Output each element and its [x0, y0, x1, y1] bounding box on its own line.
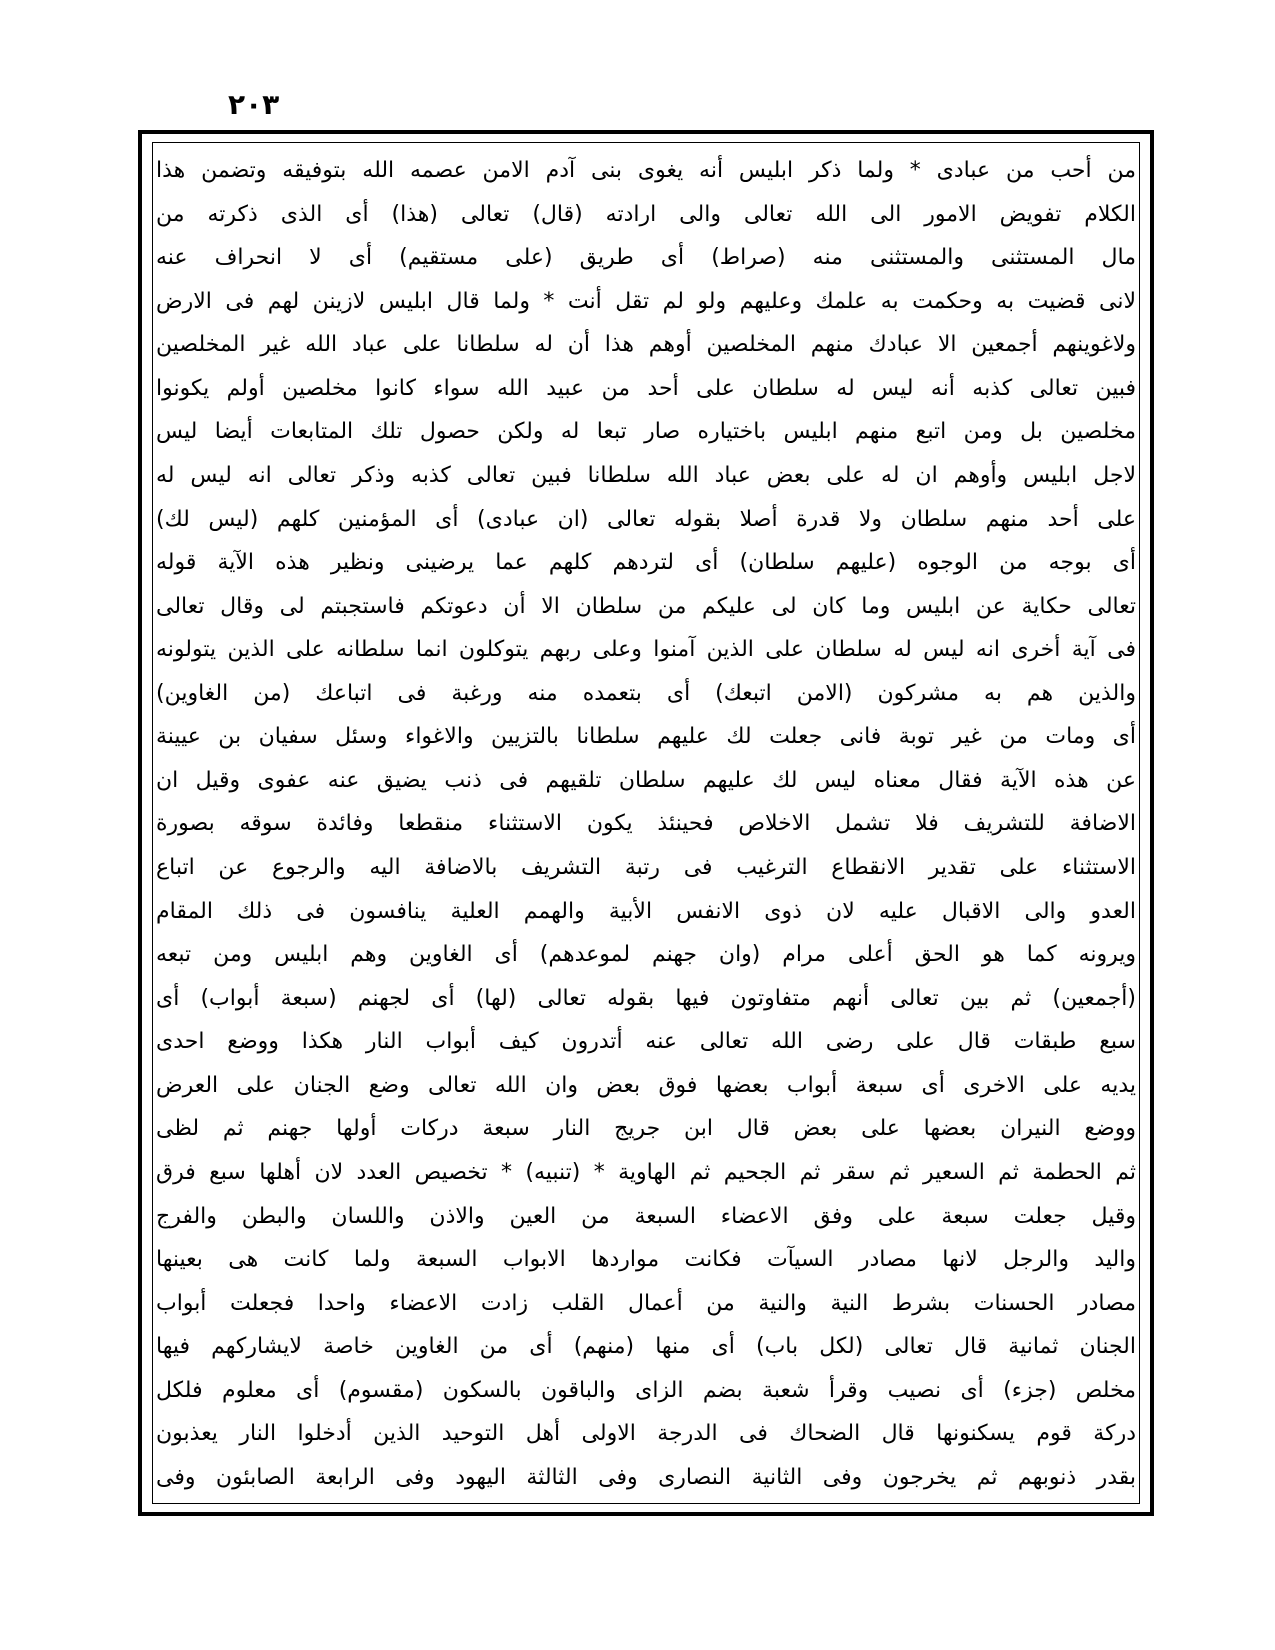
text-line: لانى قضيت به وحكمت به علمك وعليهم ولو لم تقل أنت * ولما قال ابليس لازينن لهم فى الارض — [156, 288, 1136, 314]
text-line: أى ومات من غير توبة فانى جعلت لك عليهم سلطانا بالتزيين والاغواء وسئل سفيان بن عيينة — [156, 724, 1136, 750]
text-line: وقيل جعلت سبعة على وفق الاعضاء السبعة من العين والاذن واللسان والبطن والفرج — [156, 1203, 1136, 1229]
text-line: بقدر ذنوبهم ثم يخرجون وفى الثانية النصارى وفى الثالثة اليهود وفى الرابعة الصابئون وفى — [156, 1464, 1136, 1490]
text-line: مخلص (جزء) أى نصيب وقرأ شعبة بضم الزاى والباقون بالسكون (مقسوم) أى معلوم فلكل — [156, 1377, 1136, 1403]
text-line: والذين هم به مشركون (الامن اتبعك) أى بتعمده منه ورغبة فى اتباعك (من الغاوين) — [156, 680, 1136, 706]
text-line: مال المستثنى والمستثنى منه (صراط) أى طريق (على مستقيم) أى لا انحراف عنه — [156, 245, 1136, 271]
text-line: ويرونه كما هو الحق أعلى مرام (وان جهنم لموعدهم) أى الغاوين وهم ابليس ومن تبعه — [156, 942, 1136, 968]
text-line: (أجمعين) ثم بين تعالى أنهم متفاوتون فيها بقوله تعالى (لها) أى لجهنم (سبعة أبواب) أى — [156, 985, 1136, 1011]
text-line: أى بوجه من الوجوه (عليهم سلطان) أى لتردهم كلهم عما يرضينى ونظير هذه الآية قوله — [156, 550, 1136, 576]
text-block — [156, 150, 1136, 1498]
text-line: لاجل ابليس وأوهم ان له على بعض عباد الله سلطانا فبين تعالى كذبه وذكر تعالى انه ليس له — [156, 462, 1136, 488]
text-line: مخلصين بل ومن اتبع منهم ابليس باختياره صار تبعا له ولكن حصول تلك المتابعات أيضا ليس — [156, 419, 1136, 445]
text-line: من أحب من عبادى * ولما ذكر ابليس أنه يغوى بنى آدم الامن عصمه الله بتوفيقه وتضمن هذا — [156, 158, 1136, 183]
page-number: ٢٠٣ — [228, 88, 280, 121]
text-line: الكلام تفويض الامور الى الله تعالى والى ارادته (قال) تعالى (هذا) أى الذى ذكرته من — [156, 201, 1136, 227]
text-line: دركة قوم يسكنونها قال الضحاك فى الدرجة الاولى أهل التوحيد الذين أدخلوا النار يعذبون — [156, 1421, 1136, 1447]
text-line: سبع طبقات قال على رضى الله تعالى عنه أتدرون كيف أبواب النار هكذا ووضع احدى — [156, 1029, 1136, 1055]
text-line: فى آية أخرى انه ليس له سلطان على الذين آمنوا وعلى ربهم يتوكلون انما سلطانه على الذين يتولونه — [156, 637, 1136, 663]
text-line: واليد والرجل لانها مصادر السيآت فكانت مواردها الابواب السبعة ولما كانت هى بعينها — [156, 1247, 1136, 1273]
text-line: ولاغوينهم أجمعين الا عبادك منهم المخلصين أوهم هذا أن له سلطانا على عباد الله غير المخلصين — [156, 332, 1136, 358]
text-line: الاستثناء على تقدير الانقطاع الترغيب فى رتبة التشريف بالاضافة اليه والرجوع عن اتباع — [156, 855, 1136, 880]
text-line: مصادر الحسنات بشرط النية والنية من أعمال القلب زادت الاعضاء واحدا فجعلت أبواب — [156, 1290, 1136, 1316]
text-line: العدو والى الاقبال عليه لان ذوى الانفس الأبية والهمم العلية ينافسون فى ذلك المقام — [156, 898, 1136, 924]
text-line: عن هذه الآية فقال معناه ليس لك عليهم سلطان تلقيهم فى ذنب يضيق عنه عفوى وقيل ان — [156, 767, 1136, 793]
text-line: على أحد منهم سلطان ولا قدرة أصلا بقوله تعالى (ان عبادى) أى المؤمنين كلهم (ليس لك) — [156, 506, 1136, 532]
text-line: يديه على الاخرى أى سبعة أبواب بعضها فوق بعض وان الله تعالى وضع الجنان على العرض — [156, 1072, 1136, 1098]
text-line: فبين تعالى كذبه أنه ليس له سلطان على أحد من عبيد الله سواء كانوا مخلصين أولم يكونوا — [156, 375, 1136, 401]
text-line: ووضع النيران بعضها على بعض قال ابن جريج النار سبعة دركات أولها جهنم ثم لظى — [156, 1116, 1136, 1142]
text-line: الجنان ثمانية قال تعالى (لكل باب) أى منها (منهم) أى من الغاوين خاصة لايشاركهم فيها — [156, 1334, 1136, 1360]
text-line: الاضافة للتشريف فلا تشمل الاخلاص فحينئذ يكون الاستثناء منقطعا وفائدة سوقه بصورة — [156, 811, 1136, 837]
text-line: ثم الحطمة ثم السعير ثم سقر ثم الجحيم ثم الهاوية * (تنبيه) * تخصيص العدد لان أهلها سبع فرق — [156, 1159, 1136, 1185]
text-line: تعالى حكاية عن ابليس وما كان لى عليكم من سلطان الا أن دعوتكم فاستجبتم لى وقال تعالى — [156, 593, 1136, 619]
